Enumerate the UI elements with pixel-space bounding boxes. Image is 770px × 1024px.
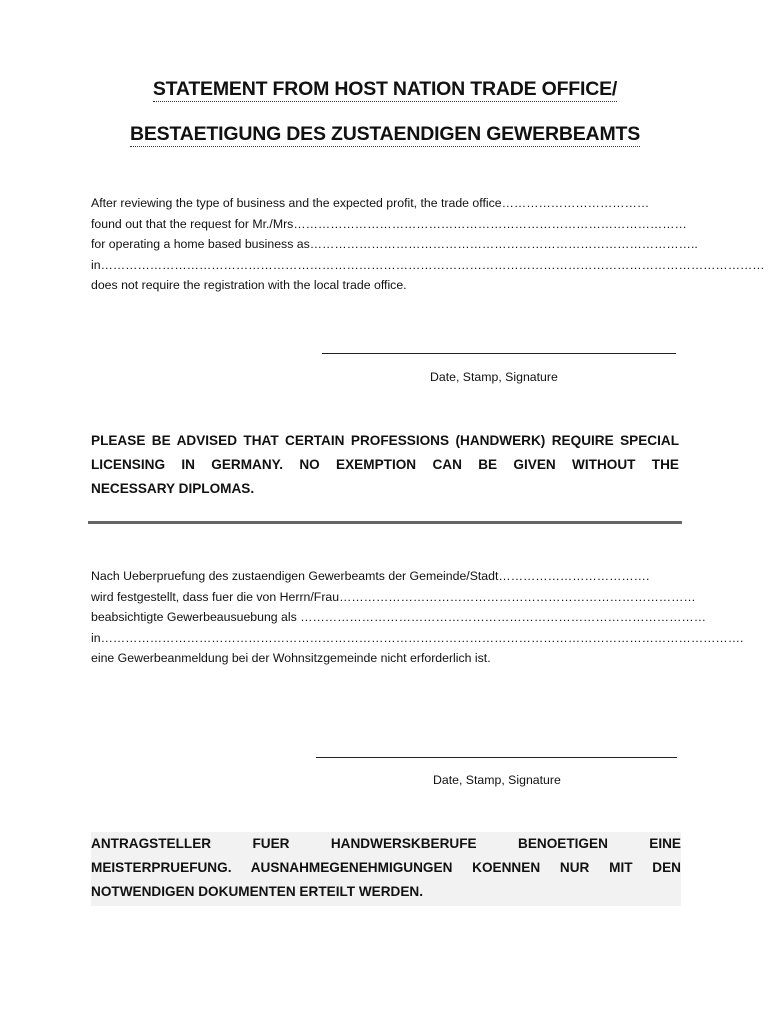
english-line-location: in……………………………………………………………………………………………………………………………………………… xyxy=(91,257,765,272)
german-notice-line: ANTRAGSTELLER FUER HANDWERSKBERUFE BENOETIGEN EINE xyxy=(91,836,681,851)
german-notice xyxy=(91,832,681,906)
english-line-applicant: found out that the request for Mr./Mrs…………………………………………………………………………………… xyxy=(91,216,687,231)
german-line-applicant: wird festgestellt, dass fuer die von Herrn/Frau…………………………………………………………………………… xyxy=(91,589,696,604)
german-line-business: beabsichtigte Gewerbeausuebung als ……………………………………………………………………………………… xyxy=(91,610,706,625)
english-notice-line: LICENSING IN GERMANY. NO EXEMPTION CAN BE GIVEN WITHOUT THE xyxy=(91,457,679,472)
german-line-trade-office: Nach Ueberpruefung des zustaendigen Gewerbeamts der Gemeinde/Stadt………………………………. xyxy=(91,569,650,583)
german-notice-line: MEISTERPRUEFUNG. AUSNAHMEGENEHMIGUNGEN KOENNEN NUR MIT DEN xyxy=(91,860,681,875)
english-line-conclusion: does not require the registration with the local trade office. xyxy=(91,278,407,293)
english-signature-caption: Date, Stamp, Signature xyxy=(430,370,558,384)
title-german: BESTAETIGUNG DES ZUSTAENDIGEN GEWERBEAMTS xyxy=(129,123,641,145)
title-line-1 xyxy=(0,78,770,101)
german-notice-line: NOTWENDIGEN DOKUMENTEN ERTEILT WERDEN. xyxy=(91,884,424,899)
english-notice xyxy=(91,429,679,501)
title-line-2 xyxy=(0,123,770,146)
english-statement xyxy=(91,193,765,296)
german-line-conclusion: eine Gewerbeanmeldung bei der Wohnsitzgemeinde nicht erforderlich ist. xyxy=(91,651,491,666)
english-notice-line: PLEASE BE ADVISED THAT CERTAIN PROFESSIONS (HANDWERK) REQUIRE SPECIAL xyxy=(91,433,679,448)
title-english: STATEMENT FROM HOST NATION TRADE OFFICE/ xyxy=(152,78,618,100)
english-signature-line xyxy=(322,353,676,354)
german-signature-caption: Date, Stamp, Signature xyxy=(433,773,561,787)
german-signature-line xyxy=(316,757,677,758)
german-statement xyxy=(91,566,744,669)
german-line-location: in…………………………………………………………………………………………………………………………………………. xyxy=(91,630,744,645)
english-line-trade-office: After reviewing the type of business and the expected profit, the trade office……………………………… xyxy=(91,196,650,210)
section-divider xyxy=(88,521,682,524)
english-line-business: for operating a home based business as………………………………………………………………………………….. xyxy=(91,237,698,252)
english-notice-line: NECESSARY DIPLOMAS. xyxy=(91,481,255,496)
